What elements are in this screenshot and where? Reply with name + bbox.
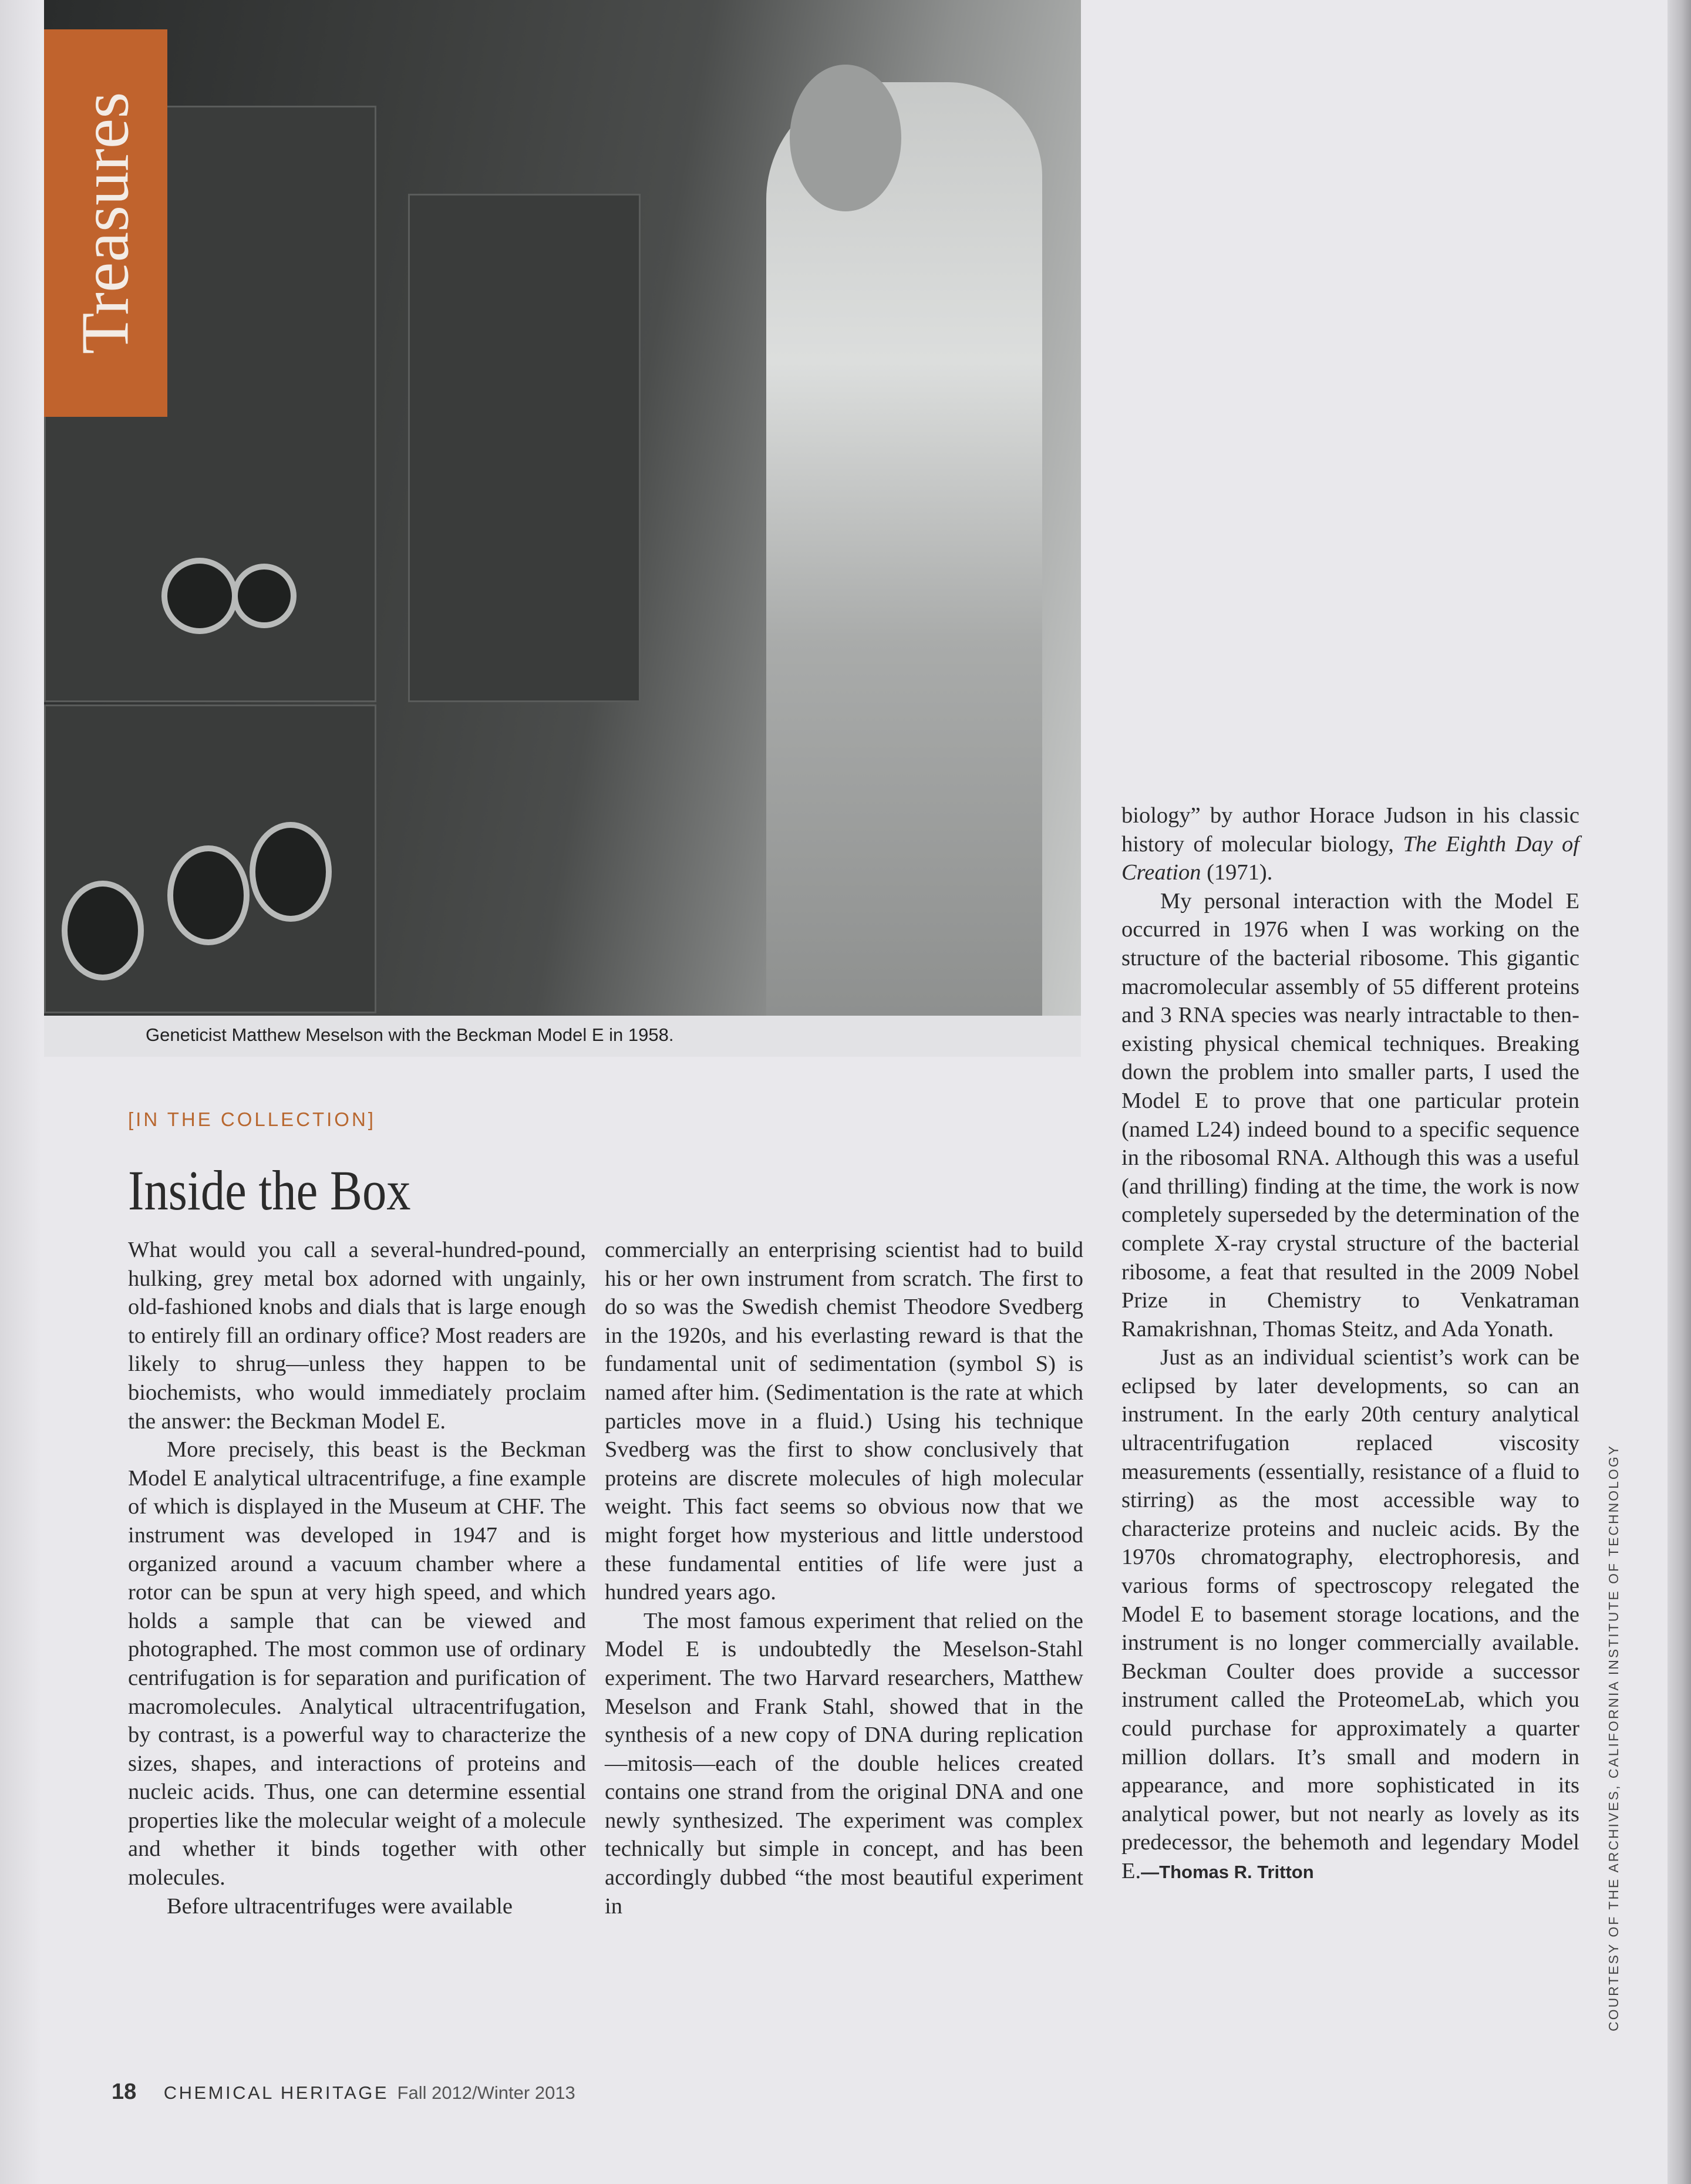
article-title: Inside the Box bbox=[128, 1159, 411, 1222]
dial bbox=[62, 881, 144, 980]
magazine-name: CHEMICAL HERITAGE bbox=[163, 2082, 389, 2103]
paragraph: commercially an enterprising scientist had to build his or her own instrument from scratch. The first to do so was the Swedish chemist Theodore Svedberg in the 1920s, and his everlasting reward is that the fundamental unit of sedimentation (symbol S) is named after him. (Sedimentation is the rate at which particles move in a fluid.) Using his technique Svedberg was the first to show conclusively that proteins are discrete molecules of high molecular weight. This fact seems so obvious now that we might forget how mysterious and little understood these fundamental entities of life were just a hundred years ago. bbox=[605, 1238, 1083, 1605]
text-run: biology” by author Horace Judson in his classic history of molecular biology, bbox=[1121, 803, 1579, 857]
body-column-2 bbox=[605, 1236, 1083, 1920]
dial bbox=[161, 558, 238, 634]
paragraph: The most famous experiment that relied on the Model E is undoubtedly the Meselson-Stahl experiment. The two Harvard researchers, Matthew Meselson and Frank Stahl, showed that in the synthesis of a new copy of DNA during replication—mitosis—each of the double helices created contains one strand from the original DNA and one newly synthesized. The experiment was complex technically but simple in concept, and has been accordingly dubbed “the most beautiful experiment in bbox=[605, 1608, 1083, 1919]
paragraph bbox=[1121, 801, 1579, 887]
body-column-3 bbox=[1121, 801, 1579, 1887]
section-tab bbox=[44, 29, 167, 417]
page-number: 18 bbox=[112, 2079, 137, 2104]
scientist-head bbox=[790, 65, 901, 211]
paragraph: What would you call a several-hundred-pound, hulking, grey metal box adorned with ungainly, old-fashioned knobs and dials that is large enough to entirely fill an ordinary office? Most readers are likely to shrug—unless they happen to be biochemists, who would immediately proclaim the answer: the Beckman Model E. bbox=[128, 1238, 586, 1434]
paragraph: Before ultracentrifuges were available bbox=[167, 1893, 513, 1919]
photo-credit: COURTESY OF THE ARCHIVES, CALIFORNIA INSTITUTE OF TECHNOLOGY bbox=[1606, 1444, 1621, 2031]
page-footer bbox=[112, 2079, 575, 2105]
book-title: The Eighth Day of Creation bbox=[1121, 831, 1580, 885]
body-column-1 bbox=[128, 1236, 586, 1920]
section-tab-label: Treasures bbox=[68, 92, 143, 355]
page-gutter bbox=[0, 0, 41, 2184]
dial bbox=[232, 564, 297, 628]
article-kicker: [IN THE COLLECTION] bbox=[128, 1108, 376, 1130]
dial bbox=[250, 822, 332, 922]
photo-caption: Geneticist Matthew Meselson with the Beckman Model E in 1958. bbox=[146, 1024, 674, 1045]
instrument-console bbox=[408, 194, 641, 702]
page-curl bbox=[1668, 0, 1691, 2184]
text-run: Just as an individual scientist’s work can be eclipsed by later developments, so can an instrument. In the early 20th century analytical ultracentrifugation replaced viscosity measurements (essentially, resistance of a fluid to stirring) as the most accessible way to characterize proteins and nucleic acids. By the 1970s chromatography, electrophoresis, and various forms of spectroscopy relegated the Model E to basement storage locations, and the instrument is no longer commercially available. Beckman Coulter does provide a successor instrument called the ProteomeLab, which you could purchase for approximately a quarter million dollars. It’s small and modern in appearance, and more sophisticated in its analytical power, but not nearly as lovely as its predecessor, the behemoth and legendary Model E. bbox=[1121, 1345, 1579, 1883]
issue-date: Fall 2012/Winter 2013 bbox=[397, 2082, 575, 2103]
text-run: (1971). bbox=[1201, 860, 1273, 885]
paragraph: More precisely, this beast is the Beckman Model E analytical ultracentrifuge, a fine example of which is displayed in the Museum at CHF. The instrument was developed in 1947 and is organized around a vacuum chamber where a rotor can be spun at very high speed, and which holds a sample that can be viewed and photographed. The most common use of ordinary centrifugation is for separation and purification of macromolecules. Analytical ultracentrifugation, by contrast, is a powerful way to characterize the sizes, shapes, and interactions of proteins and nucleic acids. Thus, one can determine essential properties like the molecular weight of a molecule and whether it binds together with other molecules. bbox=[128, 1437, 586, 1890]
photo-meselson-model-e bbox=[44, 0, 1081, 1016]
paragraph: My personal interaction with the Model E occurred in 1976 when I was working on the structure of the bacterial ribosome. This gigantic macromolecular assembly of 55 different proteins and 3 RNA species was nearly intractable to then-existing physical chemical techniques. Breaking down the problem into smaller parts, I used the Model E to prove that one particular protein (named L24) indeed bound to a specific sequence in the ribosomal RNA. Although this was a useful (and thrilling) finding at the time, the work is now completely superseded by the determination of the complete X-ray crystal structure of the bacterial ribosome, a feat that resulted in the 2009 Nobel Prize in Chemistry to Venkatraman Ramakrishnan, Thomas Steitz, and Ada Yonath. bbox=[1121, 888, 1579, 1342]
paragraph bbox=[1121, 1343, 1579, 1886]
scientist-figure bbox=[766, 82, 1042, 1016]
dial bbox=[167, 845, 250, 945]
author-signature: —Thomas R. Tritton bbox=[1141, 1861, 1314, 1882]
